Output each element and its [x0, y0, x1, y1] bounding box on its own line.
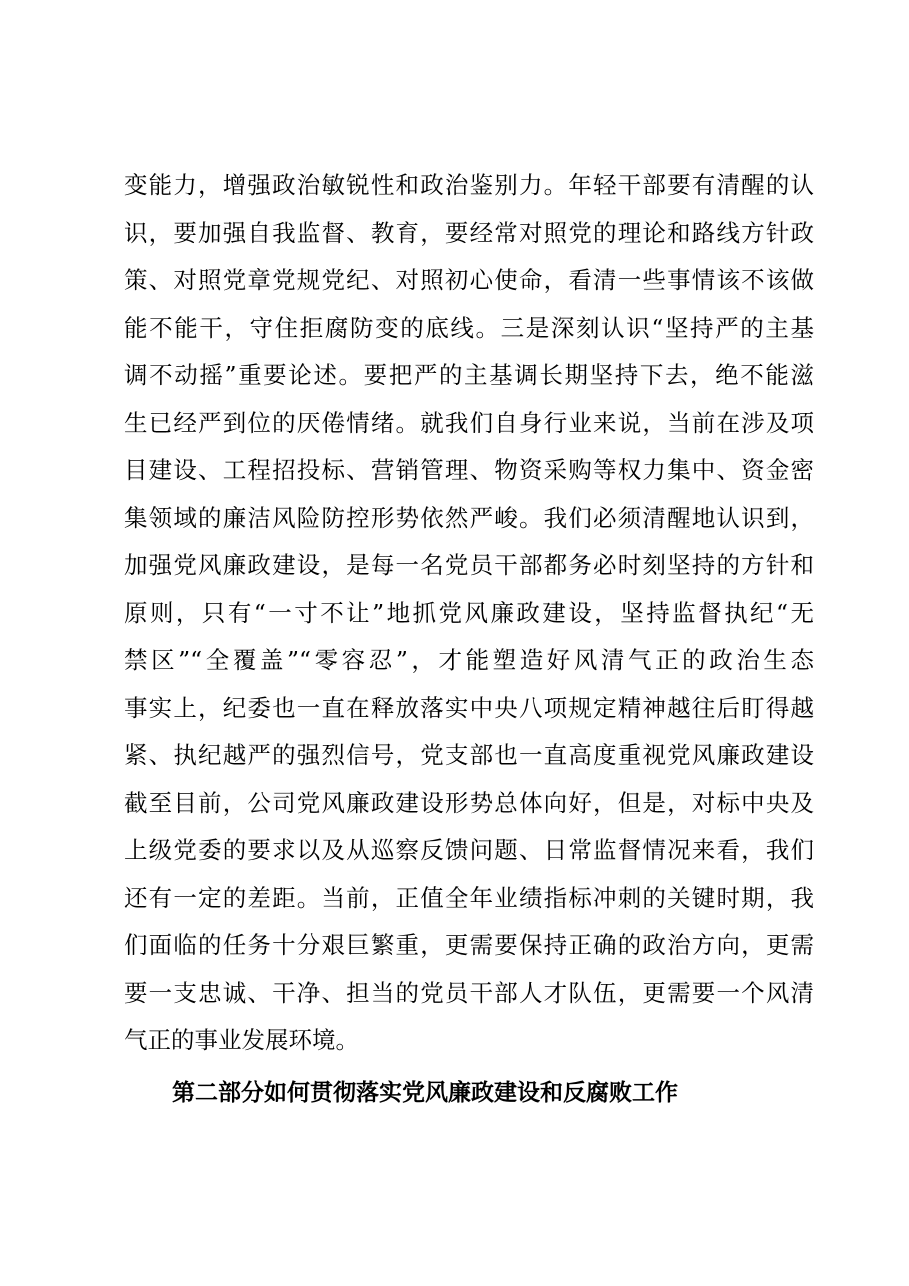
- paragraph-line: 们面临的任务十分艰巨繁重，更需要保持正确的政治方向，更需: [124, 931, 814, 959]
- paragraph-line: 上级党委的要求以及从巡察反馈问题、日常监督情况来看，我们: [124, 836, 814, 864]
- paragraph-line: 要一支忠诚、干净、担当的党员干部人才队伍，更需要一个风清: [124, 978, 814, 1007]
- paragraph-line: 策、对照党章党规党纪、对照初心使命，看清一些事情该不该做: [124, 266, 814, 294]
- paragraph-line: 集领域的廉洁风险防控形势依然严峻。我们必须清醒地认识到，: [124, 503, 814, 532]
- paragraph-line: 禁区”“全覆盖”“零容忍”，才能塑造好风清气正的政治生态: [124, 646, 814, 674]
- paragraph-line: 原则，只有“一寸不让”地抓党风廉政建设，坚持监督执纪“无: [124, 598, 814, 627]
- paragraph-line: 能不能干，守住拒腐防变的底线。三是深刻认识“坚持严的主基: [124, 313, 814, 342]
- paragraph-line: 调不动摇”重要论述。要把严的主基调长期坚持下去，绝不能滋: [124, 361, 814, 389]
- paragraph-line: 气正的事业发展环境。: [124, 1026, 359, 1054]
- paragraph-line: 事实上，纪委也一直在释放落实中央八项规定精神越往后盯得越: [124, 693, 814, 722]
- paragraph-line: 变能力，增强政治敏锐性和政治鉴别力。年轻干部要有清醒的认: [124, 171, 814, 199]
- paragraph-line: 加强党风廉政建设，是每一名党员干部都务必时刻坚持的方针和: [124, 551, 814, 579]
- paragraph-line: 截至目前，公司党风廉政建设形势总体向好，但是，对标中央及: [124, 788, 814, 817]
- paragraph-line: 还有一定的差距。当前，正值全年业绩指标冲刺的关键时期，我: [124, 883, 814, 912]
- paragraph-line: 生已经严到位的厌倦情绪。就我们自身行业来说，当前在涉及项: [124, 408, 814, 437]
- paragraph-line: 紧、执纪越严的强烈信号，党支部也一直高度重视党风廉政建设: [124, 741, 814, 769]
- section-heading: 第二部分如何贯彻落实党风廉政建设和反腐败工作: [172, 1080, 678, 1106]
- paragraph-line: 目建设、工程招投标、营销管理、物资采购等权力集中、资金密: [124, 456, 814, 484]
- paragraph-line: 识，要加强自我监督、教育，要经常对照党的理论和路线方针政: [124, 218, 814, 247]
- body-paragraph: [124, 162, 814, 1065]
